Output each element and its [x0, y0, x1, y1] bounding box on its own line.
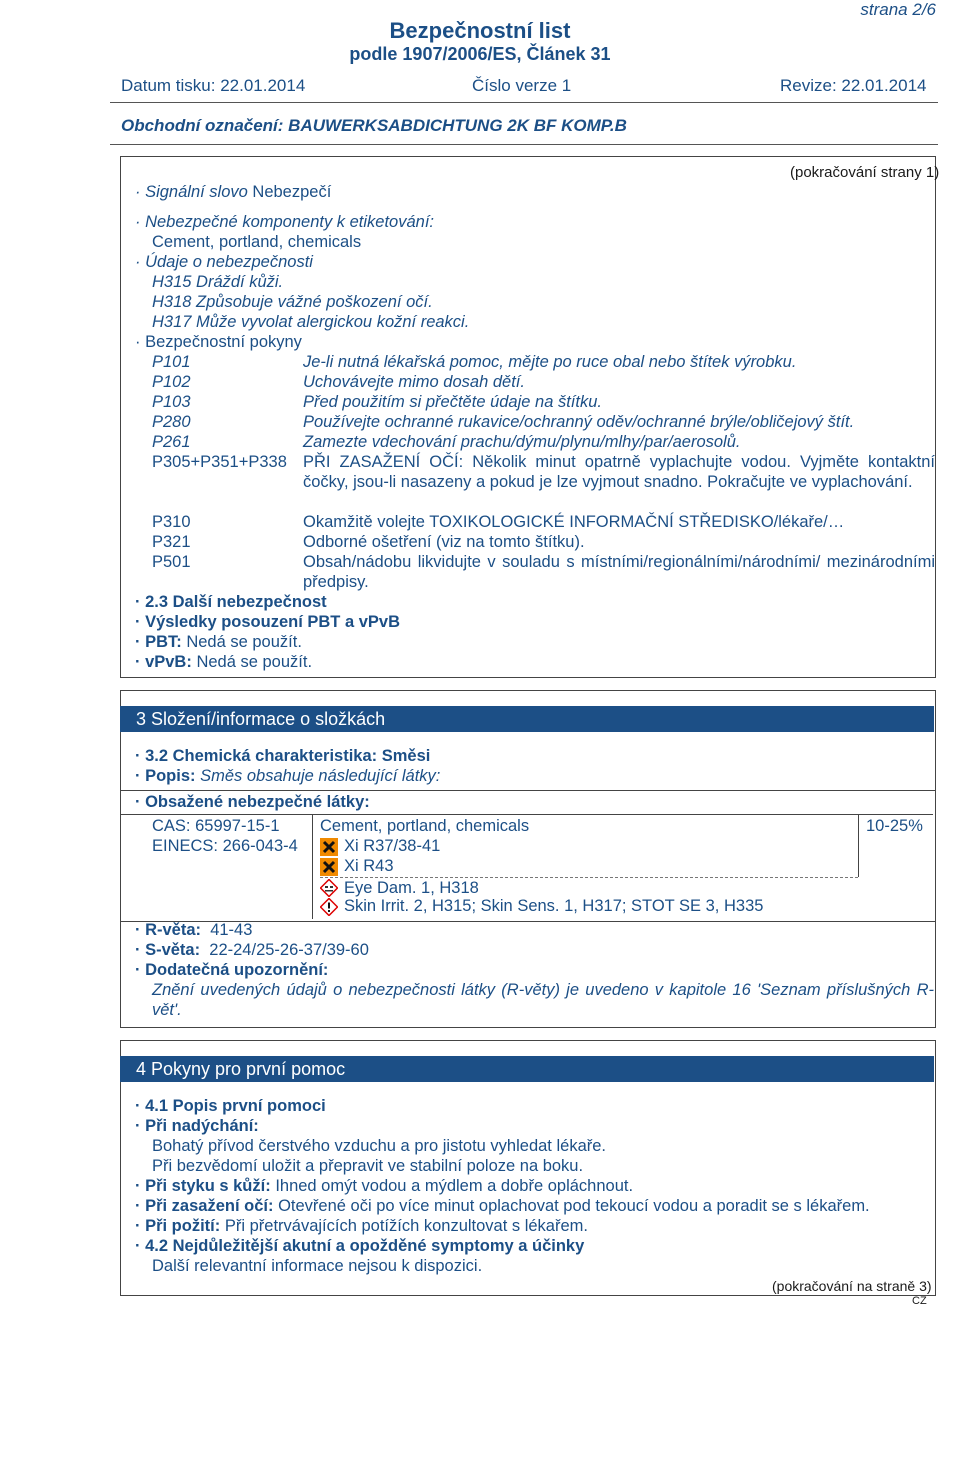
revision-date: Revize: 22.01.2014 [780, 76, 927, 95]
ghs05-corrosion-icon [320, 879, 338, 897]
substance-name: Cement, portland, chemicals [320, 817, 530, 835]
page-number: strana 2/6 [860, 0, 936, 19]
ingestion-label: · Při požití: [135, 1217, 221, 1235]
precaution-code: P280 [152, 413, 191, 431]
document-subtitle: podle 1907/2006/ES, Článek 31 [349, 44, 611, 64]
precaution-text: Okamžitě volejte TOXIKOLOGICKÉ INFORMAČNÍ STŘEDISKO/lékaře/… [303, 513, 845, 531]
continued-from: (pokračování strany 1) [790, 164, 940, 181]
precautions-label: · Bezpečnostní pokyny [135, 333, 302, 351]
table-divider [121, 814, 933, 815]
section-4-heading: 4 Pokyny pro první pomoc [120, 1056, 934, 1082]
continued-to: (pokračování na straně 3) [772, 1278, 932, 1294]
pbt-row [135, 632, 302, 652]
popis-row [135, 766, 440, 786]
vpvb-value: Nedá se použít. [196, 653, 313, 671]
classification-eye-dam: Eye Dam. 1, H318 [344, 879, 479, 897]
trade-name: Obchodní označení: BAUWERKSABDICHTUNG 2K BF KOMP.B [121, 116, 627, 135]
classification-skin-irrit: Skin Irrit. 2, H315; Skin Sens. 1, H317; STOT SE 3, H335 [344, 897, 764, 915]
precaution-text: Odborné ošetření (viz na tomto štítku). [303, 533, 585, 551]
first-aid-description-heading: · 4.1 Popis první pomoci [135, 1097, 326, 1115]
country-code: CZ [912, 1295, 927, 1307]
r-phrase-row [135, 920, 252, 940]
precaution-code: P261 [152, 433, 191, 451]
precaution-text: Obsah/nádobu likvidujte v souladu s místními/regionálními/národními/ mezinárodními předpisy. [303, 553, 935, 591]
other-hazards-heading: · 2.3 Další nebezpečnost [135, 593, 327, 611]
version-number: Číslo verze 1 [472, 76, 572, 95]
hazardous-components-value: Cement, portland, chemicals [152, 233, 362, 251]
inhalation-text: Při bezvědomí uložit a přepravit ve stabilní poloze na boku. [152, 1157, 584, 1175]
precaution-code: P101 [152, 353, 191, 371]
r-phrase-label: · R-věta: [135, 921, 202, 939]
s-phrase-value: 22-24/25-26-37/39-60 [209, 941, 369, 959]
pbt-value: Nedá se použít. [186, 633, 302, 651]
additional-notes-text: Znění uvedených údajů o nebezpečnosti látky (R-věty) je uvedeno v kapitole 16 'Seznam příslušných R-vět'. [152, 981, 934, 1019]
s-phrase-row [135, 940, 369, 960]
signal-word-value: Nebezpečí [252, 183, 332, 201]
chem-char-row [135, 746, 430, 766]
chem-char-value: Směsi [381, 747, 431, 765]
precaution-code: P103 [152, 393, 191, 411]
print-date: Datum tisku: 22.01.2014 [121, 76, 306, 95]
vpvb-row [135, 652, 312, 672]
h-statement: H317 Může vyvolat alergickou kožní reakci. [152, 313, 470, 331]
table-column-divider [858, 815, 859, 877]
classification-xi-r43: Xi R43 [344, 857, 394, 875]
pbt-results-heading: · Výsledky posouzení PBT a vPvB [135, 613, 400, 631]
header-divider [110, 144, 938, 145]
eye-contact-value: Otevřené oči po více minut oplachovat pod tekoucí vodou a poradit se s lékařem. [278, 1197, 870, 1215]
h-statement: H318 Způsobuje vážné poškození očí. [152, 293, 433, 311]
hazardous-components-label: · Nebezpečné komponenty k etiketování: [135, 213, 435, 231]
signal-word-row [135, 182, 331, 202]
skin-contact-value: Ihned omýt vodou a mýdlem a dobře opláchnout. [275, 1177, 634, 1195]
s-phrase-label: · S-věta: [135, 941, 201, 959]
h-statement: H315 Dráždí kůži. [152, 273, 284, 291]
eye-contact-row [135, 1196, 870, 1216]
precaution-text: PŘI ZASAŽENÍ OČÍ: Několik minut opatrně vyplachujte vodou. Vyjměte kontaktní čočky, jsou-li nasazeny a pokud je lze vyjmout snadno. Pokračujte ve vyplachování. [303, 453, 935, 491]
precaution-code: P102 [152, 373, 191, 391]
r-phrase-value: 41-43 [210, 921, 253, 939]
precaution-text: Uchovávejte mimo dosah dětí. [303, 373, 525, 391]
precaution-text: Před použitím si přečtěte údaje na štítku. [303, 393, 602, 411]
xi-harmful-icon [320, 838, 338, 856]
ingestion-value: Při přetrvávajících potížích konzultovat s lékařem. [224, 1217, 588, 1235]
classification-xi-r37: Xi R37/38-41 [344, 837, 441, 855]
eye-contact-label: · Při zasažení očí: [135, 1197, 274, 1215]
precaution-code: P321 [152, 533, 191, 551]
inhalation-label: · Při nadýchání: [135, 1117, 259, 1135]
additional-notes-label: · Dodatečná upozornění: [135, 961, 329, 979]
pbt-label: · PBT: [135, 633, 182, 651]
concentration: 10-25% [866, 817, 923, 835]
header-divider [110, 102, 938, 103]
signal-word-label: · Signální slovo [135, 183, 248, 201]
precaution-text: Používejte ochranné rukavice/ochranný oděv/ochranné brýle/obličejový štít. [303, 413, 855, 431]
einecs-number: EINECS: 266-043-4 [152, 837, 298, 855]
cas-number: CAS: 65997-15-1 [152, 817, 280, 835]
ghs07-exclamation-icon [320, 898, 338, 916]
symptoms-heading: · 4.2 Nejdůležitější akutní a opožděné symptomy a účinky [135, 1237, 585, 1255]
xi-harmful-icon [320, 858, 338, 876]
precaution-code: P310 [152, 513, 191, 531]
popis-value: Směs obsahuje následující látky: [200, 767, 441, 785]
document-title: Bezpečnostní list [389, 18, 571, 43]
hazard-info-label: · Údaje o nebezpečnosti [135, 253, 313, 271]
skin-contact-row [135, 1176, 633, 1196]
inhalation-text: Bohatý přívod čerstvého vzduchu a pro jistotu vyhledat lékaře. [152, 1137, 606, 1155]
hazardous-substances-label: · Obsažené nebezpečné látky: [135, 793, 370, 811]
section-3-heading: 3 Složení/informace o složkách [120, 706, 934, 732]
precaution-text: Je-li nutná lékařská pomoc, mějte po ruce obal nebo štítek výrobku. [303, 353, 797, 371]
ingestion-row [135, 1216, 588, 1236]
precaution-text: Zamezte vdechování prachu/dýmu/plynu/mlhy/par/aerosolů. [303, 433, 741, 451]
precaution-code: P501 [152, 553, 191, 571]
vpvb-label: · vPvB: [135, 653, 192, 671]
skin-contact-label: · Při styku s kůží: [135, 1177, 271, 1195]
popis-label: · Popis: [135, 767, 196, 785]
precaution-code: P305+P351+P338 [152, 453, 287, 471]
chem-char-label: · 3.2 Chemická charakteristika: [135, 747, 378, 765]
symptoms-text: Další relevantní informace nejsou k dispozici. [152, 1257, 483, 1275]
table-column-divider [312, 815, 313, 919]
